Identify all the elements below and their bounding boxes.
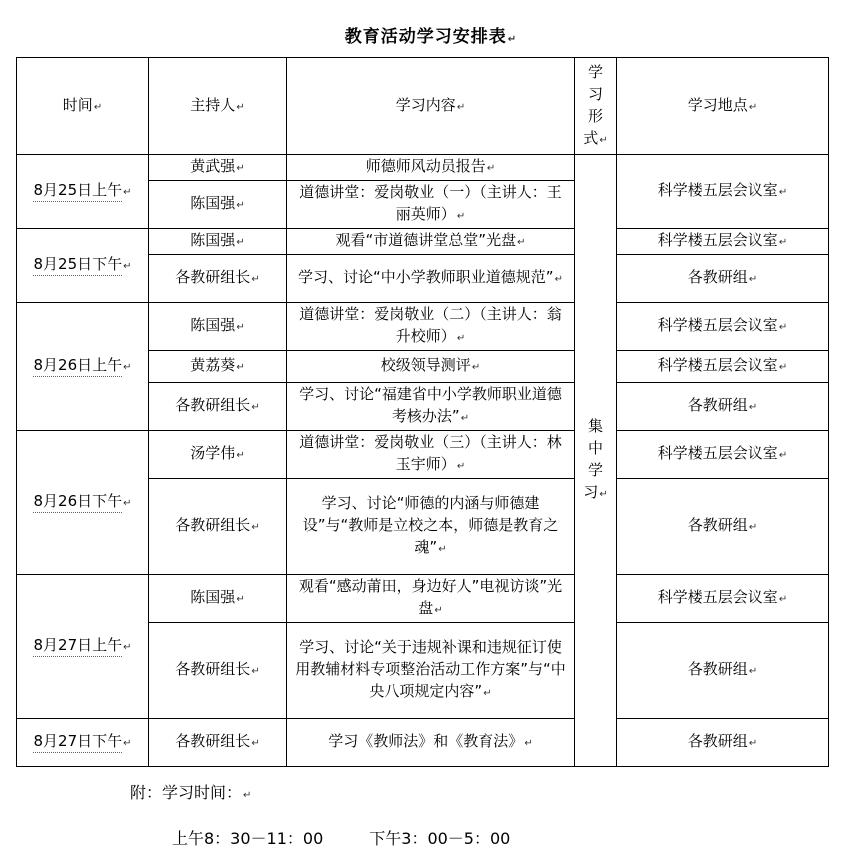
table-row [17,155,829,181]
content-cell: 学习《教师法》和《教育法》↵ [287,719,575,767]
host-cell: 各教研组长↵ [149,719,287,767]
host-cell: 各教研组长↵ [149,255,287,303]
time-cell: 8月25日上午↵ [17,155,149,229]
place-cell: 科学楼五层会议室↵ [617,229,829,255]
time-cell: 8月26日上午↵ [17,303,149,431]
place-cell: 各教研组↵ [617,719,829,767]
place-cell: 科学楼五层会议室↵ [617,155,829,229]
table-row [17,431,829,479]
header-form: 学习形式↵ [575,58,617,155]
place-cell: 科学楼五层会议室↵ [617,575,829,623]
form-cell: 集中学习↵ [575,155,617,767]
content-cell: 学习、讨论“关于违规补课和违规征订使用教辅材料专项整治活动工作方案”与“中央八项规定内容”↵ [287,623,575,719]
time-cell: 8月27日下午↵ [17,719,149,767]
table-row [17,719,829,767]
host-cell: 汤学伟↵ [149,431,287,479]
schedule-table [16,57,829,767]
place-cell: 各教研组↵ [617,383,829,431]
host-cell: 陈国强↵ [149,303,287,351]
content-cell: 道德讲堂：爱岗敬业（二）（主讲人：翁升校师）↵ [287,303,575,351]
content-cell: 道德讲堂：爱岗敬业（一）（主讲人：王丽英师）↵ [287,181,575,229]
document-title: 教育活动学习安排表↵ [344,27,518,47]
place-cell: 各教研组↵ [617,623,829,719]
content-cell: 观看“感动莆田，身边好人”电视访谈”光盘↵ [287,575,575,623]
content-cell: 学习、讨论“中小学教师职业道德规范”↵ [287,255,575,303]
host-cell: 各教研组长↵ [149,623,287,719]
host-cell: 陈国强↵ [149,575,287,623]
content-cell: 观看“市道德讲堂总堂”光盘↵ [287,229,575,255]
content-cell: 学习、讨论“师德的内涵与师德建设”与“教师是立校之本，师德是教育之魂”↵ [287,479,575,575]
host-cell: 黄荔葵↵ [149,351,287,383]
place-cell: 科学楼五层会议室↵ [617,303,829,351]
morning-hours: 上午8：30－11：00 [172,829,324,848]
content-cell: 学习、讨论“福建省中小学教师职业道德考核办法”↵ [287,383,575,431]
place-cell: 科学楼五层会议室↵ [617,431,829,479]
host-cell: 各教研组长↵ [149,383,287,431]
host-cell: 陈国强↵ [149,229,287,255]
study-hours [172,826,556,849]
header-host: 主持人↵ [149,58,287,155]
header-place: 学习地点↵ [617,58,829,155]
place-cell: 各教研组↵ [617,255,829,303]
footer-note: 附：学习时间：↵ [130,783,252,802]
time-cell: 8月25日下午↵ [17,229,149,303]
host-cell: 各教研组长↵ [149,479,287,575]
place-cell: 各教研组↵ [617,479,829,575]
table-row [17,303,829,351]
content-cell: 师德师风动员报告↵ [287,155,575,181]
content-cell: 校级领导测评↵ [287,351,575,383]
place-cell: 科学楼五层会议室↵ [617,351,829,383]
time-cell: 8月27日上午↵ [17,575,149,719]
afternoon-hours: 下午3：00－5：00 [369,829,511,848]
header-content: 学习内容↵ [287,58,575,155]
time-cell: 8月26日下午↵ [17,431,149,575]
host-cell: 陈国强↵ [149,181,287,229]
table-row [17,229,829,255]
content-cell: 道德讲堂：爱岗敬业（三）（主讲人：林玉宇师）↵ [287,431,575,479]
header-time: 时间↵ [17,58,149,155]
table-row [17,575,829,623]
host-cell: 黄武强↵ [149,155,287,181]
header-row [17,58,829,155]
